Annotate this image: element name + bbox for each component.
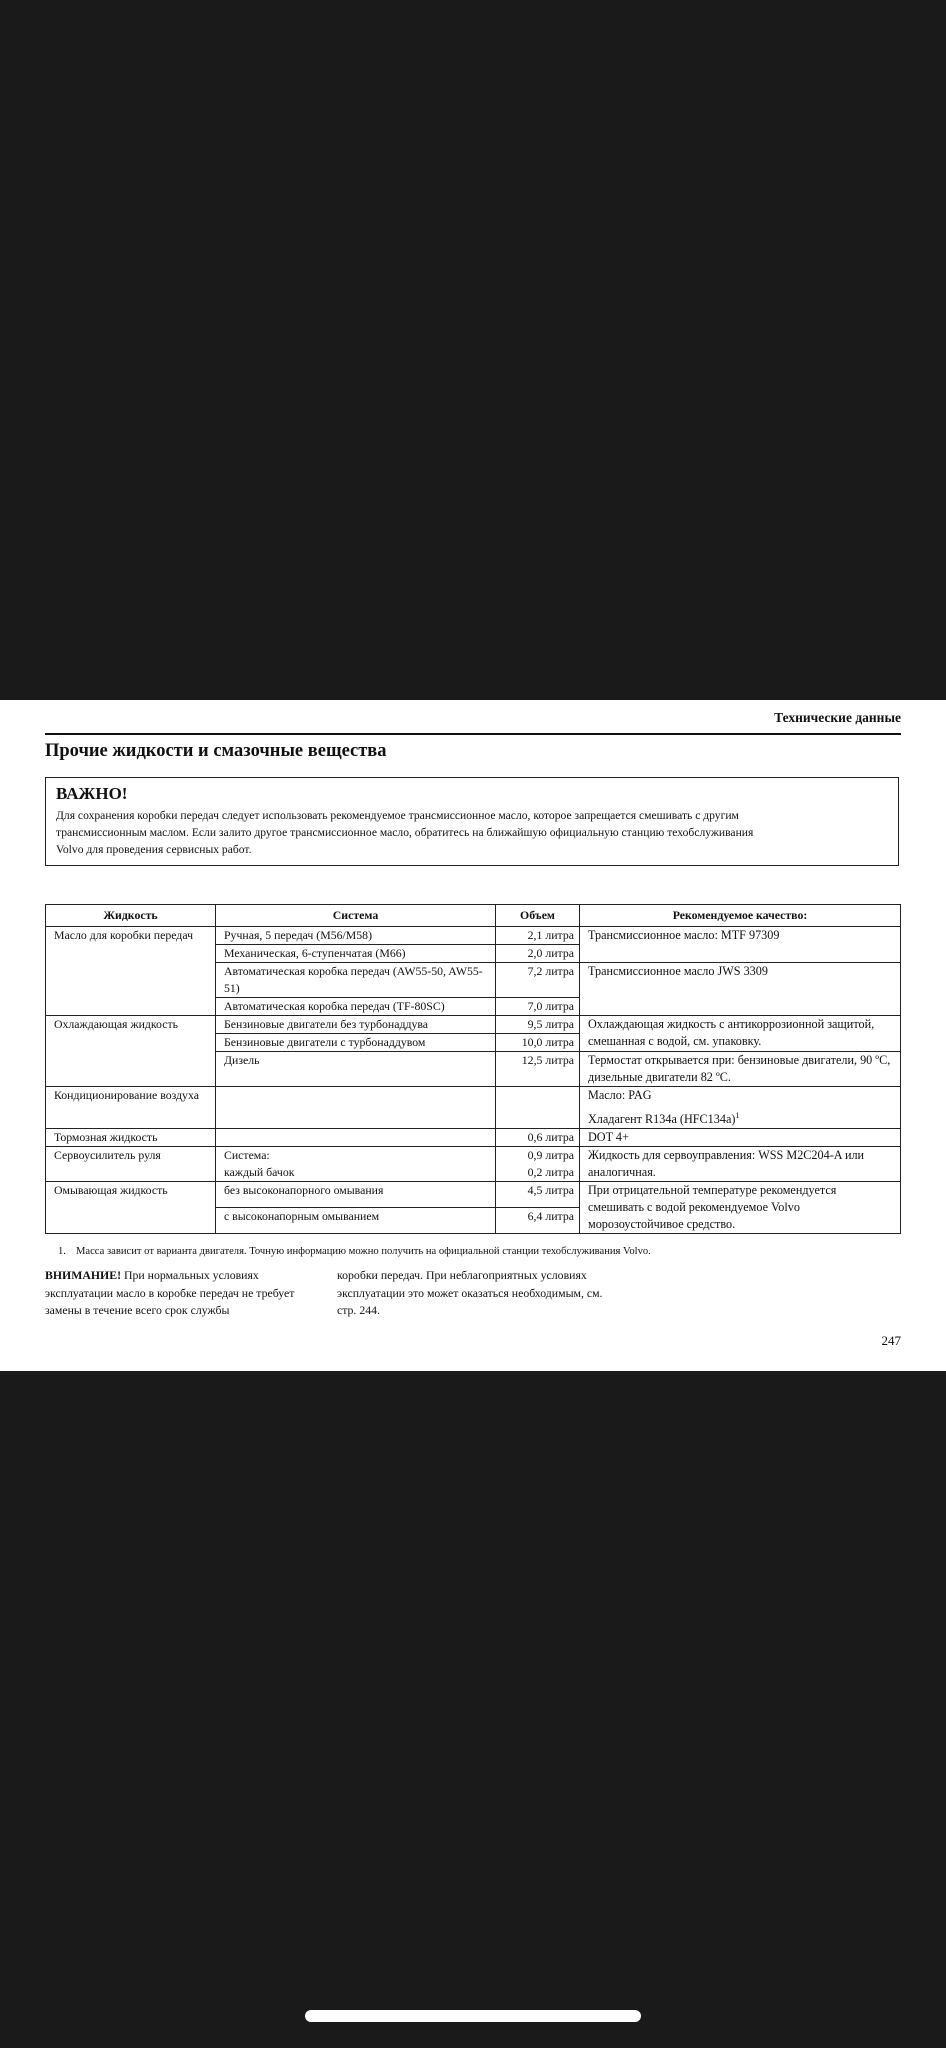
fluid-cell: Масло для коробки передач — [46, 927, 216, 1016]
footnote-number: 1. — [58, 1246, 66, 1257]
quality-cell: При отрицательной температуре рекомендуется смешивать с водой рекомендуемое Volvo морозоустойчивое средство. — [580, 1182, 901, 1234]
header-title: Технические данные — [774, 710, 901, 725]
volume-cell: 10,0 литра — [496, 1034, 580, 1052]
table-row — [46, 1087, 901, 1129]
volume-cell: 2,0 литра — [496, 945, 580, 963]
table-row — [46, 1016, 901, 1034]
volume-cell: 12,5 литра — [496, 1052, 580, 1087]
system-cell: Автоматическая коробка передач (TF-80SC) — [216, 998, 496, 1016]
system-cell: без высоконапорного омывания — [216, 1182, 496, 1208]
volume-cell — [496, 1147, 580, 1182]
important-line: Для сохранения коробки передач следует использовать рекомендуемое трансмиссионное масло, которое запрещается смешивать с другим — [56, 809, 739, 822]
volume-cell: 4,5 литра — [496, 1182, 580, 1208]
quality-cell — [580, 1087, 901, 1129]
system-cell: с высоконапорным омыванием — [216, 1208, 496, 1234]
volume-cell: 6,4 литра — [496, 1208, 580, 1234]
column-header-quality: Рекомендуемое качество: — [580, 905, 901, 927]
fluid-cell: Кондиционирование воздуха — [46, 1087, 216, 1129]
table-row — [46, 1129, 901, 1147]
volume-cell: 2,1 литра — [496, 927, 580, 945]
table-row — [46, 1182, 901, 1208]
column-header-fluid: Жидкость — [46, 905, 216, 927]
system-cell: Механическая, 6-ступенчатая (M66) — [216, 945, 496, 963]
table-row — [46, 1147, 901, 1182]
fluids-table — [45, 904, 901, 1234]
warning-text-left — [45, 1267, 313, 1320]
volume-cell — [496, 1087, 580, 1129]
warning-body-left: При нормальных условиях эксплуатации масло в коробке передач не требует замены в течение всего срок службы — [45, 1268, 295, 1317]
system-cell — [216, 1087, 496, 1129]
ac-refrigerant-line — [588, 1107, 892, 1128]
fluid-cell: Омывающая жидкость — [46, 1182, 216, 1234]
header-divider — [45, 733, 901, 735]
column-header-system: Система — [216, 905, 496, 927]
volume-cell: 0,6 литра — [496, 1129, 580, 1147]
system-cell: Автоматическая коробка передач (AW55-50, AW55-51) — [216, 963, 496, 998]
column-header-volume: Объем — [496, 905, 580, 927]
page-number: 247 — [881, 1333, 901, 1348]
important-line: Volvo для проведения сервисных работ. — [56, 843, 252, 856]
section-title: Прочие жидкости и смазочные вещества — [45, 741, 387, 761]
home-indicator[interactable] — [305, 2010, 641, 2022]
ac-oil-text: Масло: PAG — [588, 1088, 652, 1102]
system-cell — [216, 1147, 496, 1182]
system-cell: Бензиновые двигатели без турбонаддува — [216, 1016, 496, 1034]
fluid-cell: Сервоусилитель руля — [46, 1147, 216, 1182]
system-cell — [216, 1129, 496, 1147]
system-cell: Ручная, 5 передач (M56/M58) — [216, 927, 496, 945]
important-text — [56, 807, 888, 858]
volume-cell: 7,2 литра — [496, 963, 580, 998]
quality-cell: Термостат открывается при: бензиновые двигатели, 90 ºC, дизельные двигатели 82 ºC. — [580, 1052, 901, 1087]
system-cell: Дизель — [216, 1052, 496, 1087]
fluid-cell: Охлаждающая жидкость — [46, 1016, 216, 1087]
table-header-row — [46, 905, 901, 927]
volume-line: 0,2 литра — [527, 1165, 574, 1180]
warning-text-right: коробки передач. При неблагоприятных условиях эксплуатации это может оказаться необходимым, см. стр. 244. — [337, 1268, 603, 1317]
system-cell: Бензиновые двигатели с турбонаддувом — [216, 1034, 496, 1052]
volume-cell: 7,0 литра — [496, 998, 580, 1016]
quality-cell: Трансмиссионное масло: MTF 97309 — [580, 927, 901, 963]
important-line: трансмиссионным маслом. Если залито другое трансмиссионное масло, обратитесь на ближайшую официальную станцию техобслуживания — [56, 826, 754, 839]
footnote-text: Масса зависит от варианта двигателя. Точную информацию можно получить на официальной станции техобслуживания Volvo. — [75, 1246, 651, 1257]
system-line: Система: — [224, 1148, 270, 1163]
quality-cell: Трансмиссионное масло JWS 3309 — [580, 963, 901, 1016]
warning-label: ВНИМАНИЕ! — [45, 1268, 122, 1282]
footnote-mark: 1 — [735, 1111, 740, 1120]
fluid-cell: Тормозная жидкость — [46, 1129, 216, 1147]
volume-line: 0,9 литра — [527, 1148, 574, 1163]
important-heading: ВАЖНО! — [56, 784, 128, 803]
table-row — [46, 927, 901, 945]
footnote — [58, 1246, 651, 1257]
quality-cell: Жидкость для сервоуправления: WSS M2C204-A или аналогичная. — [580, 1147, 901, 1182]
manual-page — [0, 700, 946, 1371]
important-notice — [45, 777, 899, 866]
volume-cell: 9,5 литра — [496, 1016, 580, 1034]
quality-cell: DOT 4+ — [580, 1129, 901, 1147]
ac-refrigerant-text: Хладагент R134a (HFC134a) — [588, 1112, 736, 1127]
system-line: каждый бачок — [224, 1165, 295, 1180]
quality-cell: Охлаждающая жидкость с антикоррозионной защитой, смешанная с водой, см. упаковку. — [580, 1016, 901, 1052]
